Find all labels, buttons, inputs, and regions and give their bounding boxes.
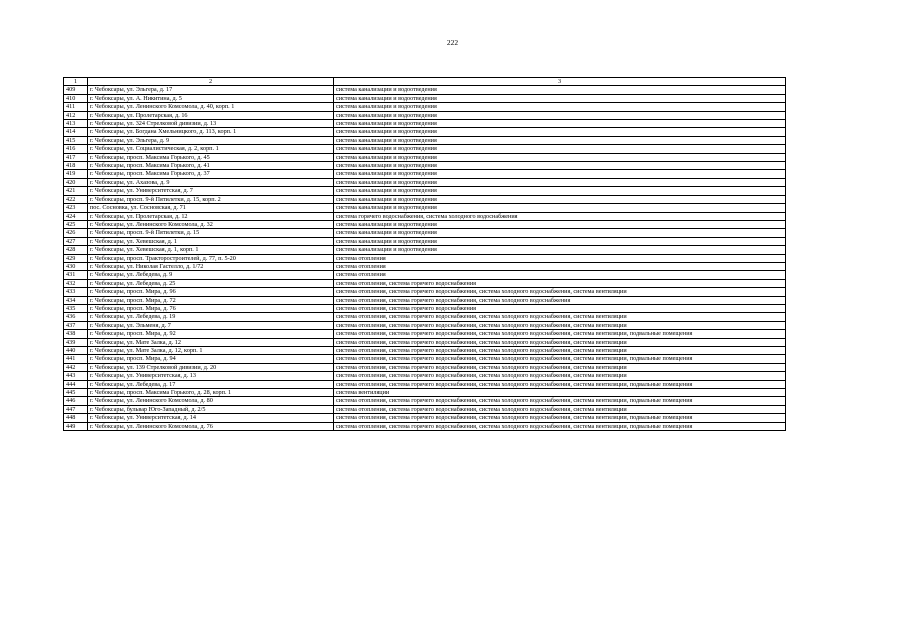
address-cell: г. Чебоксары, просп. Мира, д. 96: [88, 288, 334, 296]
row-number-cell: 439: [64, 338, 88, 346]
address-cell: г. Чебоксары, ул. Мате Залка, д. 12: [88, 338, 334, 346]
row-number-cell: 447: [64, 405, 88, 413]
row-number-cell: 425: [64, 220, 88, 228]
row-number-cell: 416: [64, 145, 88, 153]
address-cell: г. Чебоксары, просп. 9-й Пятилетки, д. 15: [88, 229, 334, 237]
table-row: [64, 347, 786, 355]
table-row: [64, 321, 786, 329]
table-row: [64, 195, 786, 203]
address-cell: г. Чебоксары, ул. Лебедева, д. 25: [88, 279, 334, 287]
systems-cell: система отопления, система горячего водоснабжения, система холодного водоснабжения, система вентиляции, подвальные помещения: [334, 380, 786, 388]
address-cell: г. Чебоксары, ул. Пролетарская, д. 12: [88, 212, 334, 220]
table-row: [64, 355, 786, 363]
address-cell: г. Чебоксары, просп. Мира, д. 92: [88, 330, 334, 338]
table-row: [64, 389, 786, 397]
row-number-cell: 434: [64, 296, 88, 304]
systems-cell: система канализации и водоотведения: [334, 229, 786, 237]
row-number-cell: 421: [64, 187, 88, 195]
table-row: [64, 279, 786, 287]
page-number: 222: [446, 38, 459, 47]
address-cell: г. Чебоксары, бульвар Юго-Западный, д. 2/5: [88, 405, 334, 413]
row-number-cell: 429: [64, 254, 88, 262]
row-number-cell: 435: [64, 304, 88, 312]
systems-cell: система канализации и водоотведения: [334, 220, 786, 228]
address-cell: г. Чебоксары, ул. Университетская, д. 7: [88, 187, 334, 195]
address-cell: г. Чебоксары, просп. Максима Горького, д. 28, корп. 1: [88, 389, 334, 397]
row-number-cell: 422: [64, 195, 88, 203]
table-row: [64, 397, 786, 405]
table-row: [64, 288, 786, 296]
address-cell: г. Чебоксары, ул. Николая Гастелло, д. 1/72: [88, 262, 334, 270]
column-number-1: 1: [64, 78, 88, 86]
systems-cell: система горячего водоснабжения, система холодного водоснабжения: [334, 212, 786, 220]
table-row: [64, 414, 786, 422]
table-row: [64, 187, 786, 195]
systems-cell: система канализации и водоотведения: [334, 86, 786, 94]
row-number-cell: 413: [64, 120, 88, 128]
table-row: [64, 254, 786, 262]
address-cell: г. Чебоксары, ул. Хевешская, д. 1: [88, 237, 334, 245]
row-number-cell: 449: [64, 422, 88, 430]
row-number-cell: 441: [64, 355, 88, 363]
table-row: [64, 363, 786, 371]
systems-cell: система канализации и водоотведения: [334, 170, 786, 178]
systems-cell: система канализации и водоотведения: [334, 94, 786, 102]
table-row: [64, 145, 786, 153]
address-cell: г. Чебоксары, просп. Мира, д. 94: [88, 355, 334, 363]
table-row: [64, 220, 786, 228]
address-cell: г. Чебоксары, ул. Университетская, д. 13: [88, 372, 334, 380]
table-row: [64, 86, 786, 94]
table-row: [64, 338, 786, 346]
row-number-cell: 436: [64, 313, 88, 321]
systems-cell: система канализации и водоотведения: [334, 153, 786, 161]
table-row: [64, 405, 786, 413]
table-row: [64, 170, 786, 178]
table-row: [64, 94, 786, 102]
systems-cell: система канализации и водоотведения: [334, 187, 786, 195]
table-row: [64, 372, 786, 380]
table-row: [64, 422, 786, 430]
address-cell: г. Чебоксары, ул. Университетская, д. 14: [88, 414, 334, 422]
row-number-cell: 419: [64, 170, 88, 178]
address-cell: г. Чебоксары, ул. Ленинского Комсомола, д. 32: [88, 220, 334, 228]
table-row: [64, 136, 786, 144]
table-row: [64, 153, 786, 161]
row-number-cell: 437: [64, 321, 88, 329]
address-cell: г. Чебоксары, ул. Лебедева, д. 17: [88, 380, 334, 388]
table-row: [64, 237, 786, 245]
row-number-cell: 442: [64, 363, 88, 371]
systems-cell: система вентиляции: [334, 389, 786, 397]
column-number-2: 2: [88, 78, 334, 86]
systems-cell: система канализации и водоотведения: [334, 246, 786, 254]
row-number-cell: 417: [64, 153, 88, 161]
row-number-cell: 410: [64, 94, 88, 102]
address-cell: г. Чебоксары, ул. 324 Стрелковой дивизии, д. 13: [88, 120, 334, 128]
row-number-cell: 418: [64, 162, 88, 170]
row-number-cell: 445: [64, 389, 88, 397]
row-number-cell: 411: [64, 103, 88, 111]
table-row: [64, 330, 786, 338]
systems-cell: система канализации и водоотведения: [334, 178, 786, 186]
systems-cell: система канализации и водоотведения: [334, 128, 786, 136]
address-cell: г. Чебоксары, ул. Пролетарская, д. 16: [88, 111, 334, 119]
systems-cell: система канализации и водоотведения: [334, 120, 786, 128]
column-number-3: 3: [334, 78, 786, 86]
row-number-cell: 430: [64, 262, 88, 270]
row-number-cell: 444: [64, 380, 88, 388]
systems-cell: система канализации и водоотведения: [334, 195, 786, 203]
table-row: [64, 262, 786, 270]
table-row: [64, 380, 786, 388]
row-number-cell: 428: [64, 246, 88, 254]
table-row: [64, 204, 786, 212]
address-cell: г. Чебоксары, ул. А. Никитина, д. 5: [88, 94, 334, 102]
row-number-cell: 424: [64, 212, 88, 220]
systems-cell: система отопления, система горячего водоснабжения, система холодного водоснабжения, система вентиляции: [334, 363, 786, 371]
row-number-cell: 420: [64, 178, 88, 186]
table-row: [64, 128, 786, 136]
address-cell: г. Чебоксары, ул. Ахазова, д. 9: [88, 178, 334, 186]
table-row: [64, 162, 786, 170]
table-row: [64, 120, 786, 128]
systems-cell: система отопления, система горячего водоснабжения, система холодного водоснабжения, система вентиляции, подвальные помещения: [334, 397, 786, 405]
systems-cell: система канализации и водоотведения: [334, 111, 786, 119]
systems-cell: система канализации и водоотведения: [334, 162, 786, 170]
systems-cell: система канализации и водоотведения: [334, 136, 786, 144]
row-number-cell: 433: [64, 288, 88, 296]
row-number-cell: 414: [64, 128, 88, 136]
row-number-cell: 438: [64, 330, 88, 338]
address-cell: пос. Сосновка, ул. Сосновская, д. 71: [88, 204, 334, 212]
address-cell: г. Чебоксары, просп. Максима Горького, д. 41: [88, 162, 334, 170]
address-cell: г. Чебоксары, просп. 9-й Пятилетки, д. 15, корп. 2: [88, 195, 334, 203]
systems-cell: система отопления, система горячего водоснабжения, система холодного водоснабжения, система вентиляции: [334, 405, 786, 413]
row-number-cell: 409: [64, 86, 88, 94]
systems-cell: система отопления, система горячего водоснабжения, система холодного водоснабжения, система вентиляции: [334, 313, 786, 321]
address-cell: г. Чебоксары, ул. Эльгера, д. 9: [88, 136, 334, 144]
table-row: [64, 178, 786, 186]
row-number-cell: 448: [64, 414, 88, 422]
table-row: [64, 103, 786, 111]
row-number-cell: 423: [64, 204, 88, 212]
address-cell: г. Чебоксары, просп. Максима Горького, д. 45: [88, 153, 334, 161]
table-row: [64, 246, 786, 254]
systems-cell: система отопления: [334, 254, 786, 262]
table-row: [64, 212, 786, 220]
address-cell: г. Чебоксары, ул. Эльгера, д. 17: [88, 86, 334, 94]
systems-cell: система отопления, система горячего водоснабжения, система холодного водоснабжения, система вентиляции: [334, 321, 786, 329]
systems-cell: система отопления, система горячего водоснабжения, система холодного водоснабжения, система вентиляции, подвальные помещения: [334, 355, 786, 363]
systems-cell: система отопления, система горячего водоснабжения, система холодного водоснабжения, система вентиляции, подвальные помещения: [334, 414, 786, 422]
row-number-cell: 446: [64, 397, 88, 405]
systems-cell: система отопления: [334, 271, 786, 279]
address-cell: г. Чебоксары, ул. 139 Стрелковой дивизии, д. 20: [88, 363, 334, 371]
row-number-cell: 427: [64, 237, 88, 245]
table-row: [64, 296, 786, 304]
address-cell: г. Чебоксары, просп. Мира, д. 72: [88, 296, 334, 304]
table-row: [64, 271, 786, 279]
systems-cell: система отопления, система горячего водоснабжения: [334, 304, 786, 312]
address-cell: г. Чебоксары, ул. Мате Залка, д. 12, корп. 1: [88, 347, 334, 355]
address-cell: г. Чебоксары, просп. Максима Горького, д. 37: [88, 170, 334, 178]
register-table: [63, 77, 786, 431]
address-cell: г. Чебоксары, ул. Социалистическая, д. 2, корп. 1: [88, 145, 334, 153]
address-cell: г. Чебоксары, ул. Лебедева, д. 9: [88, 271, 334, 279]
systems-cell: система канализации и водоотведения: [334, 103, 786, 111]
row-number-cell: 440: [64, 347, 88, 355]
systems-cell: система отопления, система горячего водоснабжения, система холодного водоснабжения: [334, 296, 786, 304]
row-number-cell: 426: [64, 229, 88, 237]
table-row: [64, 313, 786, 321]
table-header-row: [64, 78, 786, 86]
systems-cell: система отопления, система горячего водоснабжения, система холодного водоснабжения, система вентиляции: [334, 338, 786, 346]
table-row: [64, 111, 786, 119]
address-cell: г. Чебоксары, ул. Хевешская, д. 1, корп. 1: [88, 246, 334, 254]
address-cell: г. Чебоксары, ул. Ленинского Комсомола, д. 80: [88, 397, 334, 405]
address-cell: г. Чебоксары, просп. Тракторостроителей, д. 77, п. 5-20: [88, 254, 334, 262]
systems-cell: система канализации и водоотведения: [334, 145, 786, 153]
address-cell: г. Чебоксары, ул. Богдана Хмельницкого, д. 113, корп. 1: [88, 128, 334, 136]
table-row: [64, 229, 786, 237]
systems-cell: система отопления, система горячего водоснабжения: [334, 279, 786, 287]
row-number-cell: 412: [64, 111, 88, 119]
table-row: [64, 304, 786, 312]
row-number-cell: 415: [64, 136, 88, 144]
address-cell: г. Чебоксары, ул. Эльменя, д. 7: [88, 321, 334, 329]
address-cell: г. Чебоксары, ул. Лебедева, д. 19: [88, 313, 334, 321]
address-cell: г. Чебоксары, ул. Ленинского Комсомола, д. 76: [88, 422, 334, 430]
row-number-cell: 431: [64, 271, 88, 279]
systems-cell: система отопления, система горячего водоснабжения, система холодного водоснабжения, система вентиляции: [334, 288, 786, 296]
systems-cell: система канализации и водоотведения: [334, 237, 786, 245]
address-cell: г. Чебоксары, ул. Ленинского Комсомола, д. 40, корп. 1: [88, 103, 334, 111]
row-number-cell: 432: [64, 279, 88, 287]
systems-cell: система отопления, система горячего водоснабжения, система холодного водоснабжения, система вентиляции, подвальные помещения: [334, 422, 786, 430]
row-number-cell: 443: [64, 372, 88, 380]
register-table-body: [64, 78, 786, 431]
address-cell: г. Чебоксары, просп. Мира, д. 76: [88, 304, 334, 312]
systems-cell: система отопления, система горячего водоснабжения, система холодного водоснабжения, система вентиляции: [334, 347, 786, 355]
systems-cell: система отопления: [334, 262, 786, 270]
systems-cell: система канализации и водоотведения: [334, 204, 786, 212]
systems-cell: система отопления, система горячего водоснабжения, система холодного водоснабжения, система вентиляции, подвальные помещения: [334, 330, 786, 338]
systems-cell: система отопления, система горячего водоснабжения, система холодного водоснабжения, система вентиляции: [334, 372, 786, 380]
